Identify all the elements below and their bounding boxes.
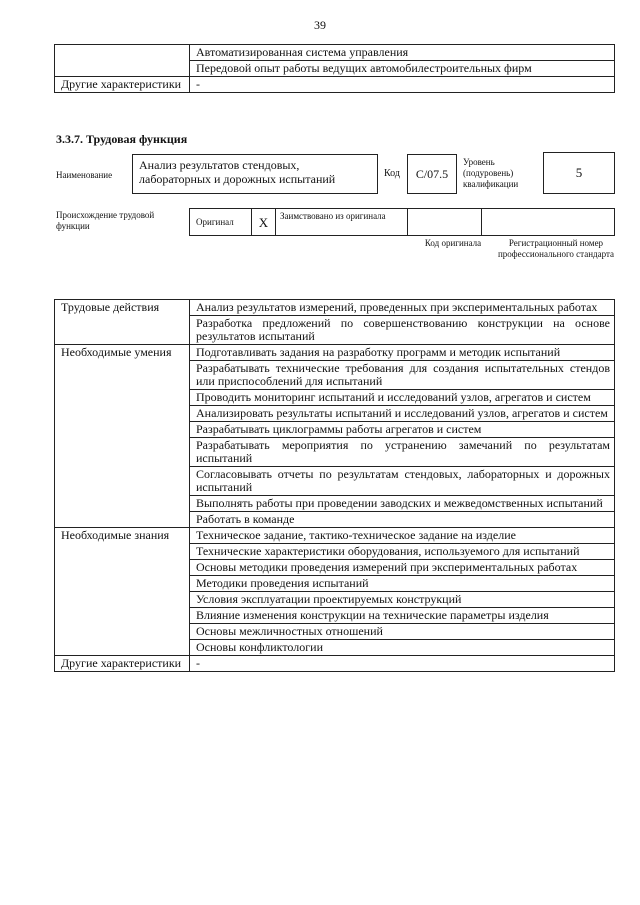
level-value-box [543,152,615,194]
section-title: 3.3.7. Трудовая функция [56,132,188,146]
list-item: Основы методики проведения измерений при экспериментальных работах [190,560,614,576]
list-item: Выполнять работы при проведении заводских и межведомственных испытаний [190,496,614,512]
level-label: Уровень (подуровень) квалификации [463,157,519,189]
list-item: Автоматизированная система управления [190,45,614,61]
code-original-cell [408,209,482,236]
list-item: Анализ результатов измерений, проведенных при экспериментальных работах [190,300,614,316]
list-item: Передовой опыт работы ведущих автомобилестроительных фирм [196,61,532,75]
page-number: 39 [314,18,326,32]
list-item: Проводить мониторинг испытаний и исследований узлов, агрегатов и систем [190,390,614,406]
list-item: Технические характеристики оборудования, используемого для испытаний [190,544,614,560]
table-row [55,77,615,93]
list-item: Разрабатывать мероприятия по устранению замечаний по результатам испытаний [190,438,614,467]
row-label [55,45,190,77]
table-row [55,656,615,672]
reg-number-cell [482,209,615,236]
main-table [54,299,615,672]
list-item: Влияние изменения конструкции на технические параметры изделия [190,608,614,624]
row-label: Необходимые умения [55,345,190,528]
table-row [55,45,615,77]
borrowed-label: Заимствовано из оригинала [276,209,408,236]
list-item: Условия эксплуатации проектируемых конструкций [190,592,614,608]
list-item: Основы межличностных отношений [190,624,614,640]
list-item: Анализировать результаты испытаний и исследований узлов, агрегатов и систем [190,406,614,422]
original-label: Оригинал [190,209,252,236]
row-content [190,345,615,528]
list-item: Техническое задание, тактико-техническое задание на изделие [190,528,614,544]
code-value: С/07.5 [415,167,449,181]
list-item: Разрабатывать технические требования для создания испытательных стендов или приспособлений для испытаний [190,361,614,390]
row-content [190,45,615,77]
list-item: Основы конфликтологии [196,640,324,654]
list-item: - [196,656,200,670]
row-content [190,656,615,672]
name-value-box [132,154,378,194]
table-row [55,345,615,528]
original-mark: Х [252,209,276,236]
top-table [54,44,615,93]
row-content [190,300,615,345]
origin-label: Происхождение трудовой функции [56,210,155,231]
list-item: Работать в команде [196,512,295,526]
row-label: Другие характеристики [55,77,190,93]
list-item: Методики проведения испытаний [190,576,614,592]
list-item: Разрабатывать циклограммы работы агрегатов и систем [190,422,614,438]
list-item: Согласовывать отчеты по результатам стендовых, лабораторных и дорожных испытаний [190,467,614,496]
code-label: Код [384,168,400,179]
name-value: Анализ результатов стендовых, лабораторных и дорожных испытаний [139,158,336,186]
level-value: 5 [575,165,583,180]
table-row [55,528,615,656]
code-value-box [407,154,457,194]
list-item: Подготавливать задания на разработку программ и методик испытаний [190,345,614,361]
row-label: Трудовые действия [55,300,190,345]
reg-number-caption: Регистрационный номер профессионального стандарта [497,238,615,259]
row-content [190,77,615,93]
row-label: Необходимые знания [55,528,190,656]
list-item: Разработка предложений по совершенствованию конструкции на основе результатов испытаний [196,316,610,343]
table-row [55,300,615,345]
row-content [190,528,615,656]
name-label: Наименование [56,170,113,180]
code-original-caption: Код оригинала [424,238,482,248]
list-item: - [196,77,200,91]
origin-table [189,208,615,236]
row-label: Другие характеристики [55,656,190,672]
